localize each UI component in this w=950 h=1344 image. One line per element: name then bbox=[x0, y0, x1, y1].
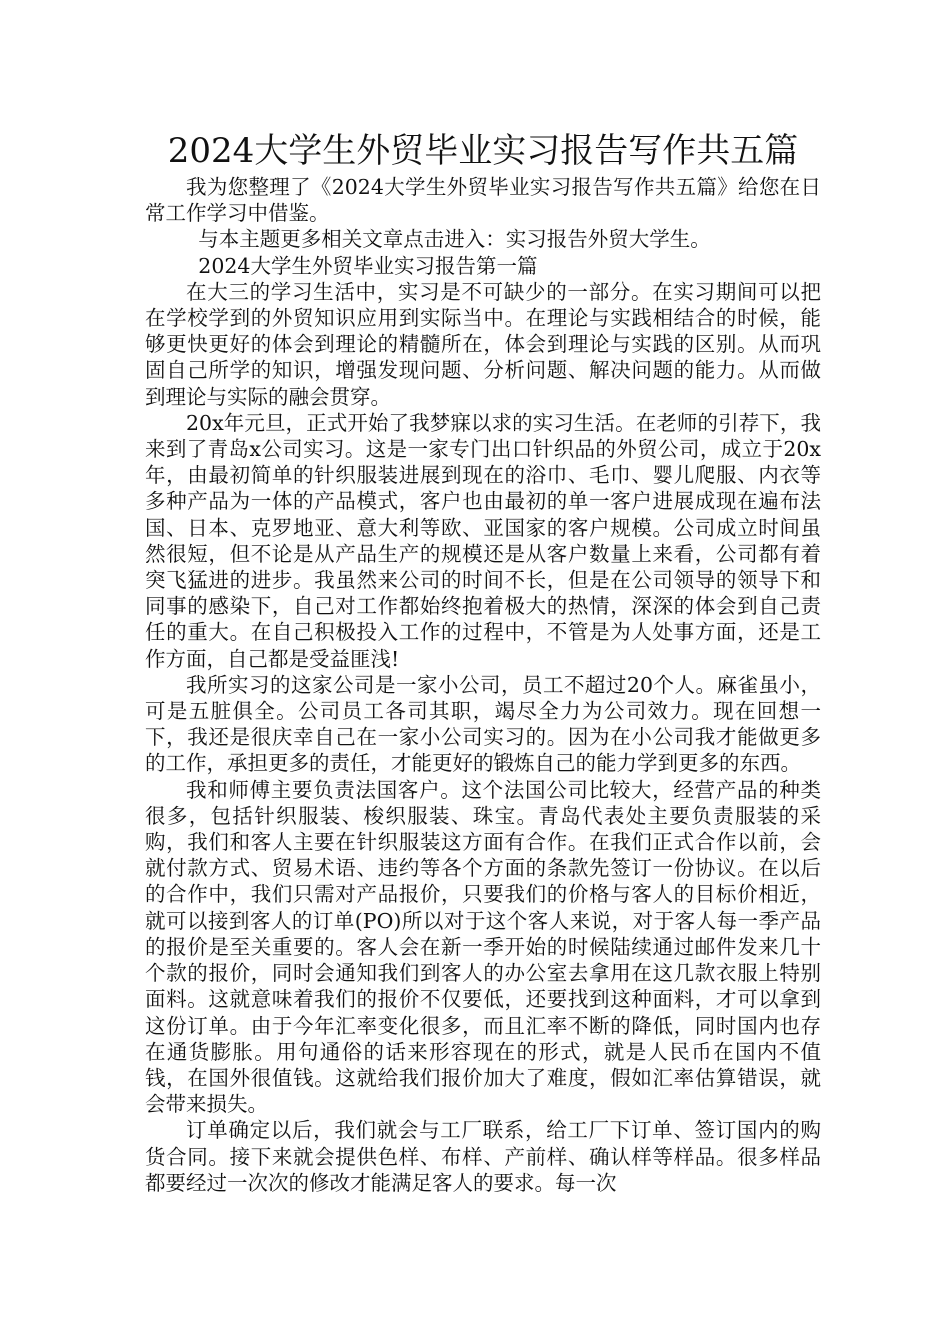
document-title: 2024大学生外贸毕业实习报告写作共五篇 bbox=[167, 131, 799, 171]
intro-paragraph: 我为您整理了《2024大学生外贸毕业实习报告写作共五篇》给您在日常工作学习中借鉴。 bbox=[145, 175, 821, 226]
body-paragraph: 在大三的学习生活中，实习是不可缺少的一部分。在实习期间可以把在学校学到的外贸知识应用到实际当中。在理论与实践相结合的时候，能够更快更好的体会到理论的精髓所在，体会到理论与实践的区别。从而巩固自己所学的知识，增强发现问题、分析问题、解决问题的能力。从而做到理论与实际的融会贯穿。 bbox=[145, 279, 821, 409]
body-paragraph: 订单确定以后，我们就会与工厂联系，给工厂下订单、签订国内的购货合同。接下来就会提供色样、布样、产前样、确认样等样品。很多样品都要经过一次次的修改才能满足客人的要求。每一次 bbox=[145, 1118, 821, 1195]
section-heading: 2024大学生外贸毕业实习报告第一篇 bbox=[198, 253, 538, 278]
related-articles-link[interactable]: 与本主题更多相关文章点击进入：实习报告外贸大学生。 bbox=[198, 227, 711, 252]
body-paragraph: 20x年元旦，正式开始了我梦寐以求的实习生活。在老师的引荐下，我来到了青岛x公司实习。这是一家专门出口针织品的外贸公司，成立于20x年，由最初简单的针织服装进展到现在的浴巾、毛巾、婴儿爬服、内衣等多种产品为一体的产品模式，客户也由最初的单一客户进展成现在遍布法国、日本、克罗地亚、意大利等欧、亚国家的客户规模。公司成立时间虽然很短，但不论是从产品生产的规模还是从客户数量上来看，公司都有着突飞猛进的进步。我虽然来公司的时间不长，但是在公司领导的领导下和同事的感染下，自己对工作都始终抱着极大的热情，深深的体会到自己责任的重大。在自己积极投入工作的过程中，不管是为人处事方面，还是工作方面，自己都是受益匪浅! bbox=[145, 410, 821, 671]
document-page bbox=[145, 128, 821, 1196]
body-paragraph: 我所实习的这家公司是一家小公司，员工不超过20个人。麻雀虽小，可是五脏俱全。公司员工各司其职，竭尽全力为公司效力。现在回想一下，我还是很庆幸自己在一家小公司实习的。因为在小公司我才能做更多的工作，承担更多的责任，才能更好的锻炼自己的能力学到更多的东西。 bbox=[145, 672, 821, 776]
body-paragraph: 我和师傅主要负责法国客户。这个法国公司比较大，经营产品的种类很多，包括针织服装、梭织服装、珠宝。青岛代表处主要负责服装的采购，我们和客人主要在针织服装这方面有合作。在我们正式合作以前，会就付款方式、贸易术语、违约等各个方面的条款先签订一份协议。在以后的合作中，我们只需对产品报价，只要我们的价格与客人的目标价相近，就可以接到客人的订单(PO)所以对于这个客人来说，对于客人每一季产品的报价是至关重要的。客人会在新一季开始的时候陆续通过邮件发来几十个款的报价，同时会通知我们到客人的办公室去拿用在这几款衣服上特别面料。这就意味着我们的报价不仅要低，还要找到这种面料，才可以拿到这份订单。由于今年汇率变化很多，而且汇率不断的降低，同时国内也存在通货膨胀。用句通俗的话来形容现在的形式，就是人民币在国内不值钱，在国外很值钱。这就给我们报价加大了难度，假如汇率估算错误，就会带来损失。 bbox=[145, 777, 821, 1117]
